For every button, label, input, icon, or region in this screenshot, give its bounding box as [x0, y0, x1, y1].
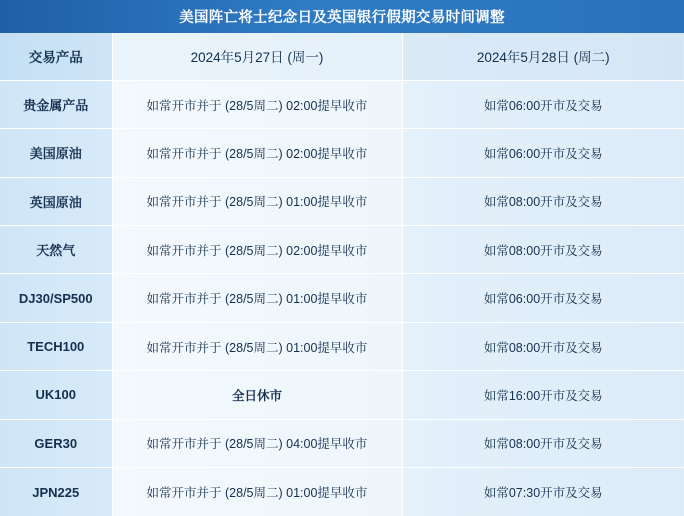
cell-day1: 如常开市并于 (28/5周二) 01:00提早收市	[112, 468, 402, 516]
cell-product: UK100	[0, 371, 112, 419]
table-row	[0, 419, 684, 467]
trading-hours-table	[0, 33, 684, 516]
cell-day1: 如常开市并于 (28/5周二) 01:00提早收市	[112, 322, 402, 370]
table-row	[0, 226, 684, 274]
cell-day1: 如常开市并于 (28/5周二) 01:00提早收市	[112, 274, 402, 322]
column-header-product: 交易产品	[0, 33, 112, 80]
table-body	[0, 33, 684, 516]
cell-day1: 如常开市并于 (28/5周二) 04:00提早收市	[112, 419, 402, 467]
cell-product: 天然气	[0, 226, 112, 274]
cell-day2: 如常08:00开市及交易	[402, 226, 684, 274]
cell-day2: 如常06:00开市及交易	[402, 129, 684, 177]
cell-day2: 如常08:00开市及交易	[402, 322, 684, 370]
table-row	[0, 468, 684, 516]
page-title: 美国阵亡将士纪念日及英国银行假期交易时间调整	[0, 0, 684, 33]
cell-day2: 如常06:00开市及交易	[402, 274, 684, 322]
table-row	[0, 274, 684, 322]
cell-day1: 如常开市并于 (28/5周二) 02:00提早收市	[112, 80, 402, 128]
table-row	[0, 129, 684, 177]
cell-product: JPN225	[0, 468, 112, 516]
table-header-row	[0, 33, 684, 80]
cell-day1: 如常开市并于 (28/5周二) 02:00提早收市	[112, 129, 402, 177]
table-row	[0, 322, 684, 370]
table-row	[0, 80, 684, 128]
cell-day2: 如常06:00开市及交易	[402, 80, 684, 128]
cell-product: TECH100	[0, 322, 112, 370]
cell-day2: 如常07:30开市及交易	[402, 468, 684, 516]
cell-day1: 如常开市并于 (28/5周二) 01:00提早收市	[112, 177, 402, 225]
table-row	[0, 177, 684, 225]
cell-product: 美国原油	[0, 129, 112, 177]
column-header-day2: 2024年5月28日 (周二)	[402, 33, 684, 80]
cell-product: GER30	[0, 419, 112, 467]
cell-product: 英国原油	[0, 177, 112, 225]
cell-day1: 如常开市并于 (28/5周二) 02:00提早收市	[112, 226, 402, 274]
column-header-day1: 2024年5月27日 (周一)	[112, 33, 402, 80]
cell-day1: 全日休市	[112, 371, 402, 419]
cell-product: DJ30/SP500	[0, 274, 112, 322]
cell-product: 贵金属产品	[0, 80, 112, 128]
cell-day2: 如常16:00开市及交易	[402, 371, 684, 419]
table-row	[0, 371, 684, 419]
cell-day2: 如常08:00开市及交易	[402, 419, 684, 467]
cell-day2: 如常08:00开市及交易	[402, 177, 684, 225]
